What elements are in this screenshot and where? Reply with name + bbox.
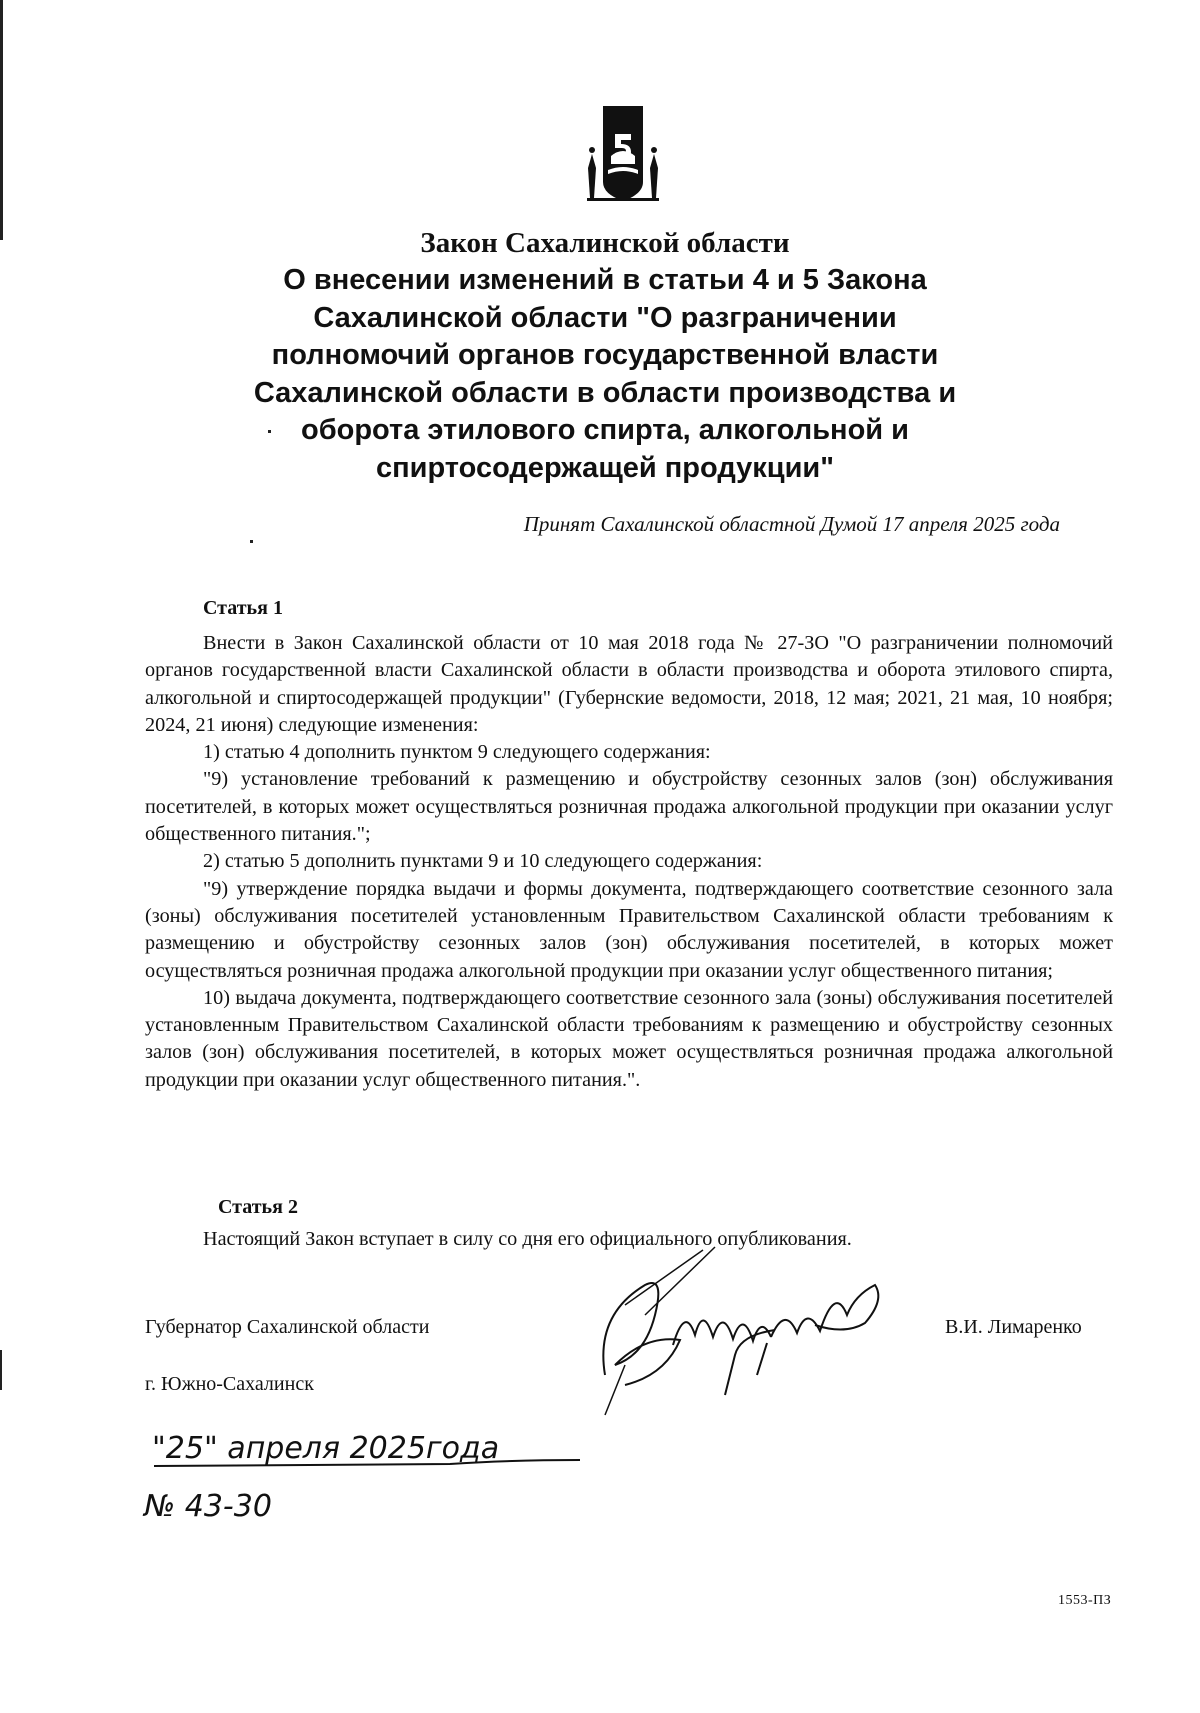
article-1-heading: Статья 1 — [203, 597, 283, 619]
handwritten-date — [150, 1420, 590, 1478]
document-code: 1553-ПЗ — [1058, 1593, 1112, 1608]
paragraph: "9) установление требований к размещению и обустройству сезонных залов (зон) обслуживания посетителей, в которых может осуществляться розничная продажа алкогольной продукции при оказании услуг общественного питания."; — [145, 768, 1113, 846]
article-2-heading: Статья 2 — [218, 1196, 298, 1218]
law-title-line: О внесении изменений в статьи 4 и 5 Закона — [283, 264, 927, 296]
sakhalin-region-emblem-icon — [585, 104, 661, 202]
scan-edge-mark — [0, 1350, 2, 1390]
paragraph: 1) статью 4 дополнить пунктом 9 следующего содержания: — [203, 741, 711, 764]
paragraph: "9) утверждение порядка выдачи и формы документа, подтверждающего соответствие сезонного зала (зоны) обслуживания посетителей установленным Правительством Сахалинской области требованиям к размещению и обустройству сезонных залов (зон) обслуживания посетителей, в которых может осуществляться розничная продажа алкогольной продукции при оказании услуг общественного питания; — [145, 877, 1113, 982]
scan-edge-mark — [0, 0, 3, 240]
law-type-heading: Закон Сахалинской области — [420, 227, 790, 259]
adoption-note: Принят Сахалинской областной Думой 17 апреля 2025 года — [523, 512, 1060, 536]
governor-name: В.И. Лимаренко — [945, 1316, 1082, 1338]
law-title-line: оборота этилового спирта, алкогольной и — [300, 414, 909, 446]
law-title-line: спиртосодержащей продукции" — [375, 451, 834, 484]
article-1-body — [145, 630, 1113, 1094]
paragraph: 10) выдача документа, подтверждающего соответствие сезонного зала (зоны) обслуживания посетителей установленным Правительством Сахалинской области требованиям к размещению и обустройству сезонных залов (зон) обслуживания посетителей, в которых может осуществляться розничная продажа алкогольной продукции при оказании услуг общественного питания.". — [145, 986, 1113, 1091]
governor-title: Губернатор Сахалинской области — [145, 1316, 430, 1338]
law-title-line: Сахалинской области в области производства и — [253, 376, 957, 409]
paragraph: Настоящий Закон вступает в силу со дня его официального опубликования. — [203, 1228, 852, 1250]
law-title-block — [200, 224, 1010, 487]
svg-text:№ 43-30: № 43-30 — [144, 1489, 272, 1524]
handwritten-number — [142, 1478, 302, 1534]
law-title-line: Сахалинской области "О разграничении — [313, 301, 897, 334]
svg-text:"25" апреля 2025года: "25" апреля 2025года — [152, 1431, 500, 1466]
law-title-line: полномочий органов государственной власти — [271, 339, 939, 371]
paragraph: Внести в Закон Сахалинской области от 10 мая 2018 года № 27-ЗО "О разграничении полномочий органов государственной власти Сахалинской области в области производства и оборота этилового спирта, алкогольной и спиртосодержащей продукции" (Губернские ведомости, 2018, 12 мая; 2021, 21 мая, 10 ноября; 2024, 21 июня) следующие изменения: — [145, 632, 1113, 736]
city-name: г. Южно-Сахалинск — [145, 1373, 314, 1395]
paragraph: 2) статью 5 дополнить пунктами 9 и 10 следующего содержания: — [203, 850, 763, 873]
handwritten-signature — [585, 1245, 915, 1425]
scan-dot — [250, 540, 253, 543]
